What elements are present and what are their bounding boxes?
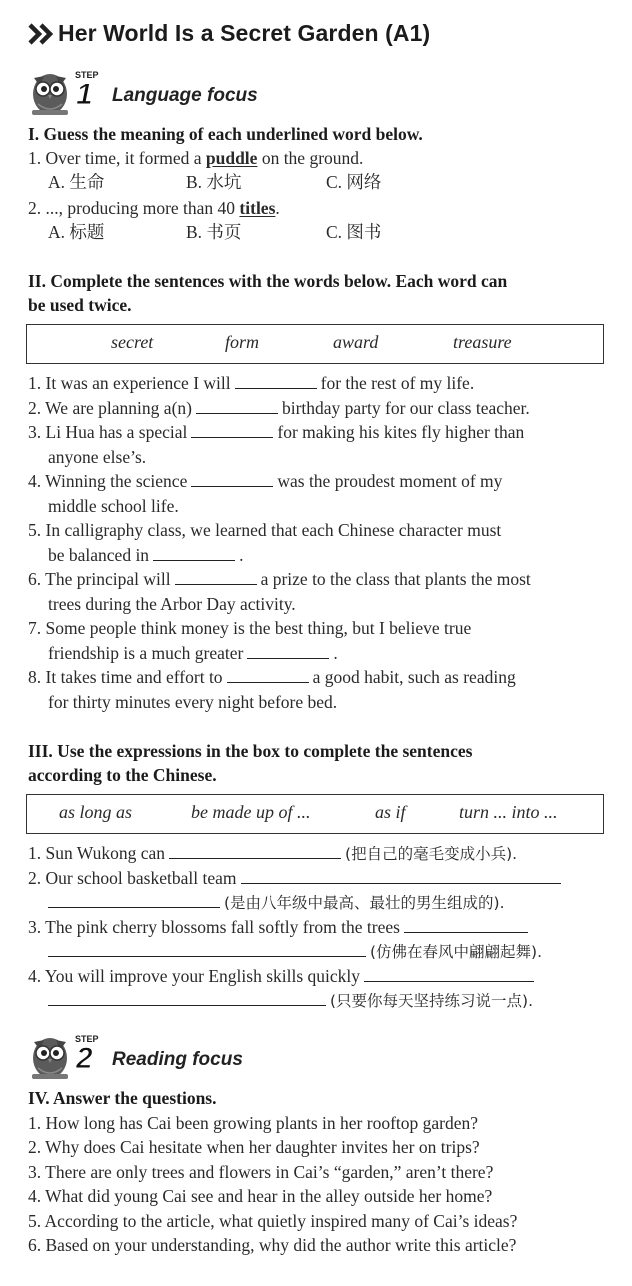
sentence-2-6-cont: trees during the Arbor Day activity. (48, 594, 296, 614)
sentence-text: a good habit, such as reading (312, 667, 516, 687)
section-2-heading (28, 269, 608, 317)
option-c: C. 网络 (326, 172, 382, 192)
sentence-text: friendship is a much greater (48, 643, 244, 663)
option-a: A. 标题 (48, 222, 105, 242)
expression-item: as long as (59, 802, 133, 822)
step-1-header (28, 58, 258, 120)
heading-line: III. Use the expressions in the box to complete the sentences (28, 741, 473, 761)
sentence-text: was the proudest moment of my (277, 471, 503, 491)
answer-blank[interactable] (191, 470, 273, 487)
sentence-text: be balanced in (48, 545, 150, 565)
options-1-1 (48, 170, 381, 194)
sentence-2-1 (28, 371, 474, 395)
chinese-hint: (只要你每天坚持练习说一点). (330, 992, 534, 1010)
expression-item: turn ... into ... (459, 802, 558, 822)
option-c: C. 图书 (326, 222, 382, 242)
step-label: STEP (75, 70, 99, 80)
options-1-2 (48, 220, 381, 244)
sentence-text: . (333, 643, 338, 663)
question-1-1 (28, 146, 363, 170)
sentence-2-4-cont: middle school life. (48, 496, 179, 516)
sentence-text: 2. We are planning a(n) (28, 398, 192, 418)
step-1-title: Language focus (112, 85, 258, 106)
answer-blank[interactable] (48, 989, 326, 1006)
sentence-text: a prize to the class that plants the most (260, 569, 531, 589)
sentence-3-2-cont (48, 890, 505, 915)
sentence-2-7: 7. Some people think money is the best thing, but I believe true (28, 618, 472, 638)
answer-blank[interactable] (247, 642, 329, 659)
sentence-2-7-cont (48, 641, 338, 665)
sentence-text: 8. It takes time and effort to (28, 667, 223, 687)
sentence-text: . (239, 545, 244, 565)
sentence-text: 1. It was an experience I will (28, 373, 231, 393)
step-2-title: Reading focus (112, 1049, 243, 1070)
answer-blank[interactable] (48, 940, 366, 957)
answer-blank[interactable] (169, 842, 341, 859)
option-b: B. 书页 (186, 222, 242, 242)
page-title: Her World Is a Secret Garden (A1) (58, 20, 431, 46)
step-2-header (28, 1022, 243, 1084)
sentence-text: 3. The pink cherry blossoms fall softly from the trees (28, 917, 400, 937)
question-4-6: 6. Based on your understanding, why did the author write this article? (28, 1235, 517, 1255)
sentence-text: birthday party for our class teacher. (281, 398, 530, 418)
section-4-heading: IV. Answer the questions. (28, 1088, 217, 1108)
question-text: . (275, 198, 280, 218)
word-bank-item: form (225, 332, 260, 352)
question-4-2: 2. Why does Cai hesitate when her daughter invites her on trips? (28, 1137, 480, 1157)
underlined-word: titles (239, 198, 276, 218)
expression-item: be made up of ... (191, 802, 311, 822)
step-number: 2 (76, 1042, 93, 1075)
title-row (28, 20, 430, 47)
underlined-word: puddle (205, 148, 258, 168)
sentence-2-4 (28, 469, 502, 493)
heading-line: II. Complete the sentences with the words below. Each word can (28, 271, 508, 291)
heading-line: be used twice. (28, 295, 132, 315)
answer-blank[interactable] (196, 397, 278, 414)
answer-blank[interactable] (235, 372, 317, 389)
sentence-2-6 (28, 567, 531, 591)
word-box (26, 324, 604, 364)
sentence-3-1 (28, 841, 517, 866)
sentence-2-8 (28, 665, 516, 689)
chinese-hint: (仿佛在春风中翩翩起舞). (370, 943, 543, 961)
sentence-text: 4. You will improve your English skills quickly (28, 966, 361, 986)
sentence-2-2 (28, 396, 530, 420)
expression-box (26, 794, 604, 834)
answer-blank[interactable] (364, 965, 534, 982)
chinese-hint: (把自己的毫毛变成小兵). (345, 845, 518, 863)
question-text: 2. ..., producing more than 40 (28, 198, 240, 218)
question-4-3: 3. There are only trees and flowers in Cai’s “garden,” aren’t there? (28, 1162, 494, 1182)
word-bank-item: secret (111, 332, 154, 352)
heading-line: according to the Chinese. (28, 765, 217, 785)
word-bank-item: treasure (453, 332, 512, 352)
sentence-2-8-cont: for thirty minutes every night before bed. (48, 692, 338, 712)
owl-step-badge-icon (28, 1022, 110, 1084)
word-bank-item: award (333, 332, 379, 352)
answer-blank[interactable] (153, 544, 235, 561)
question-4-5: 5. According to the article, what quietly inspired many of Cai’s ideas? (28, 1211, 518, 1231)
sentence-2-3-cont: anyone else’s. (48, 447, 147, 467)
sentence-text: for the rest of my life. (320, 373, 475, 393)
owl-step-badge-icon (28, 58, 110, 120)
sentence-3-3-cont (48, 939, 542, 964)
double-chevron-icon (28, 23, 56, 45)
chinese-hint: (是由八年级中最高、最壮的男生组成的). (224, 894, 505, 912)
sentence-2-3 (28, 420, 524, 444)
option-a: A. 生命 (48, 172, 105, 192)
sentence-text: 2. Our school basketball team (28, 868, 237, 888)
sentence-2-5: 5. In calligraphy class, we learned that each Chinese character must (28, 520, 502, 540)
answer-blank[interactable] (48, 891, 220, 908)
sentence-text: 4. Winning the science (28, 471, 188, 491)
answer-blank[interactable] (241, 867, 561, 884)
answer-blank[interactable] (191, 421, 273, 438)
sentence-3-4 (28, 964, 538, 988)
sentence-3-2 (28, 866, 565, 890)
question-4-1: 1. How long has Cai been growing plants in her rooftop garden? (28, 1113, 479, 1133)
sentence-text: 6. The principal will (28, 569, 171, 589)
sentence-text: 3. Li Hua has a special (28, 422, 188, 442)
step-number: 1 (76, 78, 93, 111)
sentence-3-4-cont (48, 988, 533, 1013)
section-3-heading (28, 739, 608, 787)
answer-blank[interactable] (227, 666, 309, 683)
question-1-2 (28, 196, 280, 220)
answer-blank[interactable] (404, 916, 528, 933)
question-text: 1. Over time, it formed a (28, 148, 206, 168)
question-text: on the ground. (257, 148, 364, 168)
step-label: STEP (75, 1034, 99, 1044)
sentence-text: 1. Sun Wukong can (28, 843, 166, 863)
sentence-3-3 (28, 915, 532, 939)
expression-item: as if (375, 802, 406, 822)
sentence-text: for making his kites fly higher than (277, 422, 525, 442)
question-4-4: 4. What did young Cai see and hear in the alley outside her home? (28, 1186, 493, 1206)
sentence-2-5-cont (48, 543, 243, 567)
option-b: B. 水坑 (186, 172, 242, 192)
answer-blank[interactable] (175, 568, 257, 585)
section-1-heading: I. Guess the meaning of each underlined word below. (28, 124, 423, 144)
